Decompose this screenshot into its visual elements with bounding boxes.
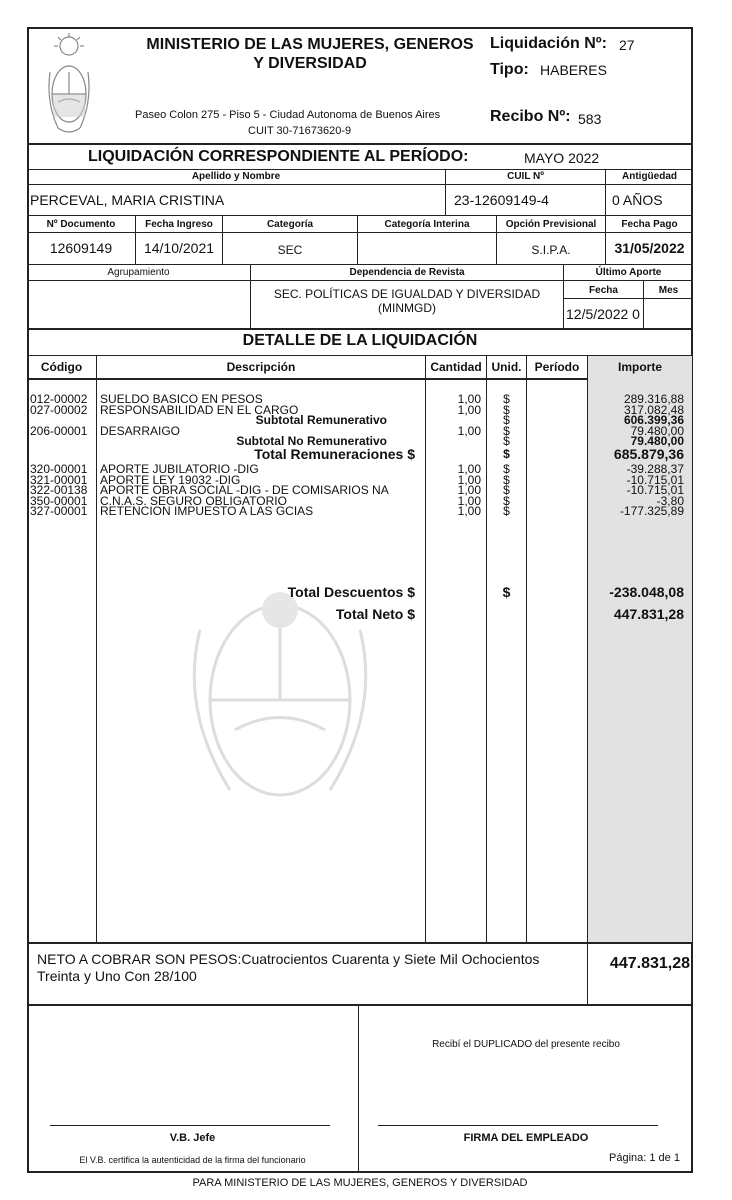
row-description: APORTE LEY 19032 -DIG [100, 472, 241, 487]
row-unit: $ [503, 434, 510, 448]
row-unit: $ [503, 504, 510, 518]
ministry-line-1: MINISTERIO DE LAS MUJERES, GENEROS [146, 36, 474, 53]
liquidacion-value: 27 [619, 37, 635, 53]
row-amount: -10.715,01 [626, 472, 684, 487]
cat-interna-label: Categoría Interina [384, 219, 470, 230]
firma-empleado-label: FIRMA DEL EMPLEADO [463, 1132, 589, 1144]
row-quantity: 1,00 [457, 472, 481, 487]
row-unit: $ [503, 483, 510, 497]
neto-text-line-2: Treinta y Uno Con 28/100 [37, 968, 197, 984]
row-description: SUELDO BASICO EN PESOS [100, 392, 263, 406]
vb-jefe-label: V.B. Jefe [169, 1132, 216, 1144]
dependencia-line-2: (MINMGD) [378, 301, 436, 315]
row-description: Subtotal No Remunerativo [236, 434, 387, 448]
row-code: 320-00001 [30, 462, 88, 476]
ministry-name [130, 35, 490, 73]
row-unit: $ [503, 472, 510, 487]
neto-amount: 447.831,28 [609, 955, 690, 972]
period-value: MAYO 2022 [524, 150, 600, 166]
row-code: 322-00138 [30, 483, 88, 497]
row-quantity: 1,00 [457, 423, 481, 438]
row-unit: $ [503, 462, 510, 476]
opcion-label: Opción Previsional [505, 219, 597, 230]
row-unit: $ [503, 402, 510, 417]
ministry-address: Paseo Colon 275 - Piso 5 - Ciudad Autonoma de Buenos Aires [135, 109, 441, 121]
row-quantity: 1,00 [457, 462, 481, 476]
liquidacion-label: Liquidación Nº: [490, 35, 607, 52]
documento-label: Nº Documento [46, 219, 116, 230]
employee-pago: 31/05/2022 [614, 240, 685, 256]
employee-opcion: S.I.P.A. [531, 243, 571, 257]
row-description: Total Remuneraciones $ [254, 445, 415, 462]
mes-label: Mes [658, 285, 679, 296]
row-amount: 317.082,48 [623, 402, 684, 417]
employee-name: PERCEVAL, MARIA CRISTINA [30, 192, 225, 208]
dependencia-line-1: SEC. POLÍTICAS DE IGUALDAD Y DIVERSIDAD [273, 287, 541, 301]
pago-label: Fecha Pago [621, 219, 678, 230]
row-amount: 685.879,36 [613, 445, 684, 462]
footer-text: PARA MINISTERIO DE LAS MUJERES, GENEROS Y DIVERSIDAD [192, 1177, 528, 1189]
col-descripcion: Descripción [226, 360, 296, 374]
total-neto-amount: 447.831,28 [613, 606, 684, 622]
antiguedad-label: Antigüedad [622, 171, 677, 182]
row-description: Subtotal Remunerativo [255, 413, 387, 427]
row-amount: -39.288,37 [626, 462, 684, 476]
total-descuentos-label: Total Descuentos $ [287, 584, 415, 600]
row-code: 012-00002 [30, 392, 88, 406]
col-importe: Importe [617, 360, 662, 374]
row-description: RETENCION IMPUESTO A LAS GCIAS [100, 504, 314, 518]
neto-text-line-1: NETO A COBRAR SON PESOS:Cuatrocientos Cuarenta y Siete Mil Ochocientos [37, 951, 540, 967]
page-number: Página: 1 de 1 [609, 1152, 680, 1164]
row-description: RESPONSABILIDAD EN EL CARGO [100, 402, 299, 417]
row-description: DESARRAIGO [100, 423, 181, 438]
row-unit: $ [503, 493, 510, 508]
ministry-cuit: CUIT 30-71673620-9 [248, 125, 352, 137]
row-code: 327-00001 [30, 504, 88, 518]
ingreso-label: Fecha Ingreso [145, 219, 213, 230]
row-code: 027-00002 [30, 402, 88, 417]
detail-title: DETALLE DE LA LIQUIDACIÓN [242, 332, 478, 349]
vb-note: El V.B. certifica la autenticidad de la firma del funcionario [79, 1155, 306, 1165]
row-unit: $ [503, 446, 510, 461]
coat-of-arms-icon [44, 32, 94, 142]
period-label: LIQUIDACIÓN CORRESPONDIENTE AL PERÍODO: [88, 148, 469, 165]
col-cantidad: Cantidad [430, 360, 482, 374]
row-code: 350-00001 [30, 493, 88, 508]
col-codigo: Código [40, 360, 83, 374]
agrupamiento-label: Agrupamiento [107, 267, 170, 278]
tipo-value: HABERES [540, 62, 607, 78]
dependencia-label: Dependencia de Revista [349, 267, 465, 278]
fecha-label: Fecha [589, 285, 618, 296]
row-unit: $ [503, 392, 510, 406]
row-quantity: 1,00 [457, 504, 481, 518]
name-label: Apellido y Nombre [191, 171, 281, 182]
total-descuentos-unit: $ [502, 584, 511, 600]
row-amount: 79.480,00 [630, 423, 684, 438]
row-code: 206-00001 [30, 423, 88, 438]
row-amount: 79.480,00 [630, 434, 684, 448]
row-code: 321-00001 [30, 472, 88, 487]
row-description: C.N.A.S. SEGURO OBLIGATORIO [100, 493, 287, 508]
categoria-label: Categoría [266, 219, 314, 230]
neto-text [37, 951, 539, 985]
row-amount: -177.325,89 [619, 504, 684, 518]
row-unit: $ [503, 423, 510, 438]
employee-ingreso: 14/10/2021 [143, 240, 215, 256]
employee-antiguedad: 0 AÑOS [612, 192, 663, 208]
row-description: APORTE JUBILATORIO -DIG [100, 462, 259, 476]
recibo-label: Recibo Nº: [490, 108, 571, 125]
row-amount: 289.316,88 [623, 392, 684, 406]
dependencia-value [251, 287, 563, 315]
row-amount: -3,80 [656, 493, 684, 508]
col-unidad: Unid. [491, 360, 522, 374]
recibi-text: Recibí el DUPLICADO del presente recibo [432, 1039, 620, 1050]
ultimo-aporte-label: Último Aporte [595, 267, 662, 278]
row-quantity: 1,00 [457, 402, 481, 417]
employee-documento: 12609149 [49, 240, 113, 256]
cuil-label: CUIL Nº [507, 171, 544, 182]
employee-categoria: SEC [277, 243, 303, 257]
ultimo-aporte-fecha: 12/5/2022 0 [566, 306, 640, 322]
row-quantity: 1,00 [457, 392, 481, 406]
row-unit: $ [503, 413, 510, 427]
row-amount: -10.715,01 [626, 483, 684, 497]
row-description: APORTE OBRA SOCIAL -DIG - DE COMISARIOS NA [100, 483, 389, 497]
row-quantity: 1,00 [457, 483, 481, 497]
recibo-value: 583 [578, 111, 602, 127]
employee-cuil: 23-12609149-4 [454, 192, 549, 208]
row-amount: 606.399,36 [623, 413, 684, 427]
row-quantity: 1,00 [457, 493, 481, 508]
tipo-label: Tipo: [490, 61, 529, 78]
ministry-line-2: Y DIVERSIDAD [253, 55, 367, 72]
total-neto-label: Total Neto $ [335, 606, 415, 622]
col-periodo: Período [534, 360, 580, 374]
total-descuentos-amount: -238.048,08 [609, 584, 684, 600]
